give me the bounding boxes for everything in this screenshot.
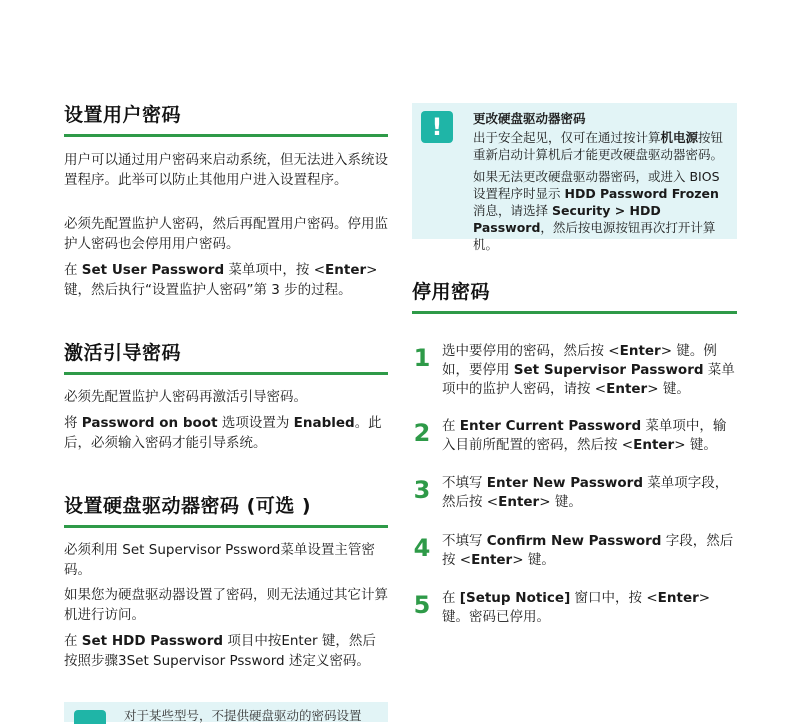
paragraph: 必须利用 Set Supervisor Pssword菜单设置主管密码。	[64, 542, 375, 578]
step-text: 在 Enter Current Password 菜单项中，输入目前所配置的密码，然后按 <Enter> 键。	[442, 418, 727, 453]
note-box-bottom	[64, 702, 388, 722]
step-text: 选中要停用的密码，然后按 <Enter> 键。例如，要停用 Set Supervisor Password 菜单项中的监护人密码，请按 <Enter> 键。	[442, 343, 735, 397]
left-column	[64, 0, 388, 723]
heading-set-hdd-password: 设置硬盘驱动器密码 (可选 )	[64, 491, 388, 528]
step-number: 3	[413, 476, 431, 504]
step-text: 不填写 Confirm New Password 字段，然后按 <Enter> 键。	[442, 533, 734, 568]
heading-set-user-password: 设置用户密码	[64, 100, 388, 137]
note-box	[412, 103, 737, 252]
paragraph: 必须先配置监护人密码，然后再配置用户密码。停用监护人密码也会停用用户密码。	[64, 216, 388, 252]
step-number: 1	[413, 344, 431, 372]
step-text: 在 [Setup Notice] 窗口中，按 <Enter> 键。密码已停用。	[442, 590, 711, 625]
note-text: 出于安全起见，仅可在通过按计算机电源按钮重新启动计算机后才能更改硬盘驱动器密码。	[473, 130, 724, 162]
step-number: 5	[413, 591, 431, 619]
heading-activate-boot-password: 激活引导密码	[64, 338, 388, 375]
paragraph: 必须先配置监护人密码再激活引导密码。	[64, 389, 307, 405]
paragraph: 在 Set HDD Password 项目中按Enter 键，然后按照步骤3Set Supervisor Pssword 述定义密码。	[64, 633, 376, 669]
paragraph: 如果您为硬盘驱动器设置了密码，则无法通过其它计算机进行访问。	[64, 587, 388, 623]
note-text: 如果无法更改硬盘驱动器密码，或进入 BIOS 设置程序时显示 HDD Password Frozen 消息，请选择 Security > HDD Password，然后按电源按钮再次打开计算机。	[473, 169, 720, 252]
right-column	[412, 0, 737, 715]
step-text: 不填写 Enter New Password 菜单项字段，然后按 <Enter> 键。	[442, 475, 729, 510]
step-number: 2	[413, 419, 431, 447]
paragraph: 将 Password on boot 选项设置为 Enabled。此后，必须输入密码才能引导系统。	[64, 415, 382, 451]
step-number: 4	[413, 534, 431, 562]
paragraph: 在 Set User Password 菜单项中，按 <Enter> 键，然后执行“设置监护人密码”第 3 步的过程。	[64, 262, 378, 298]
paragraph: 用户可以通过用户密码来启动系统，但无法进入系统设置程序。此举可以防止其他用户进入设置程序。	[64, 152, 388, 188]
exclamation-icon: !	[421, 111, 453, 143]
note-text: 对于某些型号，不提供硬盘驱动的密码设置	[124, 708, 362, 723]
heading-disable-password: 停用密码	[412, 277, 737, 314]
exclamation-icon	[74, 710, 106, 724]
note-title: 更改硬盘驱动器密码	[473, 111, 586, 126]
